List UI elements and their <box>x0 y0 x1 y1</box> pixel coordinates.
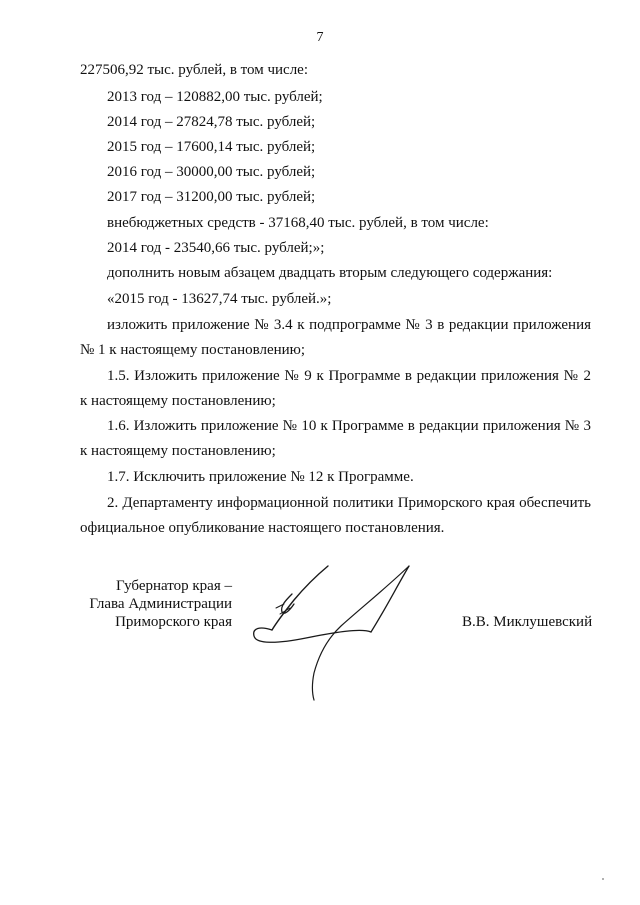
text-line: 1.6. Изложить приложение № 10 к Программе в редакции приложения № 3 <box>107 418 591 434</box>
text-line: 2014 год - 23540,66 тыс. рублей;»; <box>107 240 325 256</box>
text-line: к настоящему постановлению; <box>80 393 276 409</box>
page-number: 7 <box>316 30 324 45</box>
scan-speck <box>602 878 604 880</box>
handwritten-signature <box>246 548 446 708</box>
text-line: 2013 год – 120882,00 тыс. рублей; <box>107 89 323 105</box>
signatory-name: В.В. Миклушевский <box>462 614 593 630</box>
text-line: «2015 год - 13627,74 тыс. рублей.»; <box>107 291 332 307</box>
text-line: к настоящему постановлению; <box>80 443 276 459</box>
text-line: № 1 к настоящему постановлению; <box>80 342 306 358</box>
signatory-position-line: Приморского края <box>115 614 232 630</box>
text-line: внебюджетных средств - 37168,40 тыс. рублей, в том числе: <box>107 215 489 231</box>
text-line: 2015 год – 17600,14 тыс. рублей; <box>107 139 316 155</box>
text-line: 1.5. Изложить приложение № 9 к Программе в редакции приложения № 2 <box>107 368 591 384</box>
text-line: 2016 год – 30000,00 тыс. рублей; <box>107 164 316 180</box>
signatory-position <box>40 577 232 631</box>
signatory-position-line: Губернатор края – <box>116 578 232 594</box>
text-line: 2017 год – 31200,00 тыс. рублей; <box>107 189 316 205</box>
text-line: 2014 год – 27824,78 тыс. рублей; <box>107 114 316 130</box>
text-line: 2. Департаменту информационной политики Приморского края обеспечить <box>107 495 591 511</box>
text-line: дополнить новым абзацем двадцать вторым следующего содержания: <box>107 265 553 281</box>
text-line: 1.7. Исключить приложение № 12 к Программе. <box>107 469 414 485</box>
signatory-position-line: Глава Администрации <box>89 596 232 612</box>
text-line: 227506,92 тыс. рублей, в том числе: <box>80 62 309 78</box>
text-line: официальное опубликование настоящего постановления. <box>80 520 445 536</box>
text-line: изложить приложение № 3.4 к подпрограмме № 3 в редакции приложения <box>107 317 591 333</box>
